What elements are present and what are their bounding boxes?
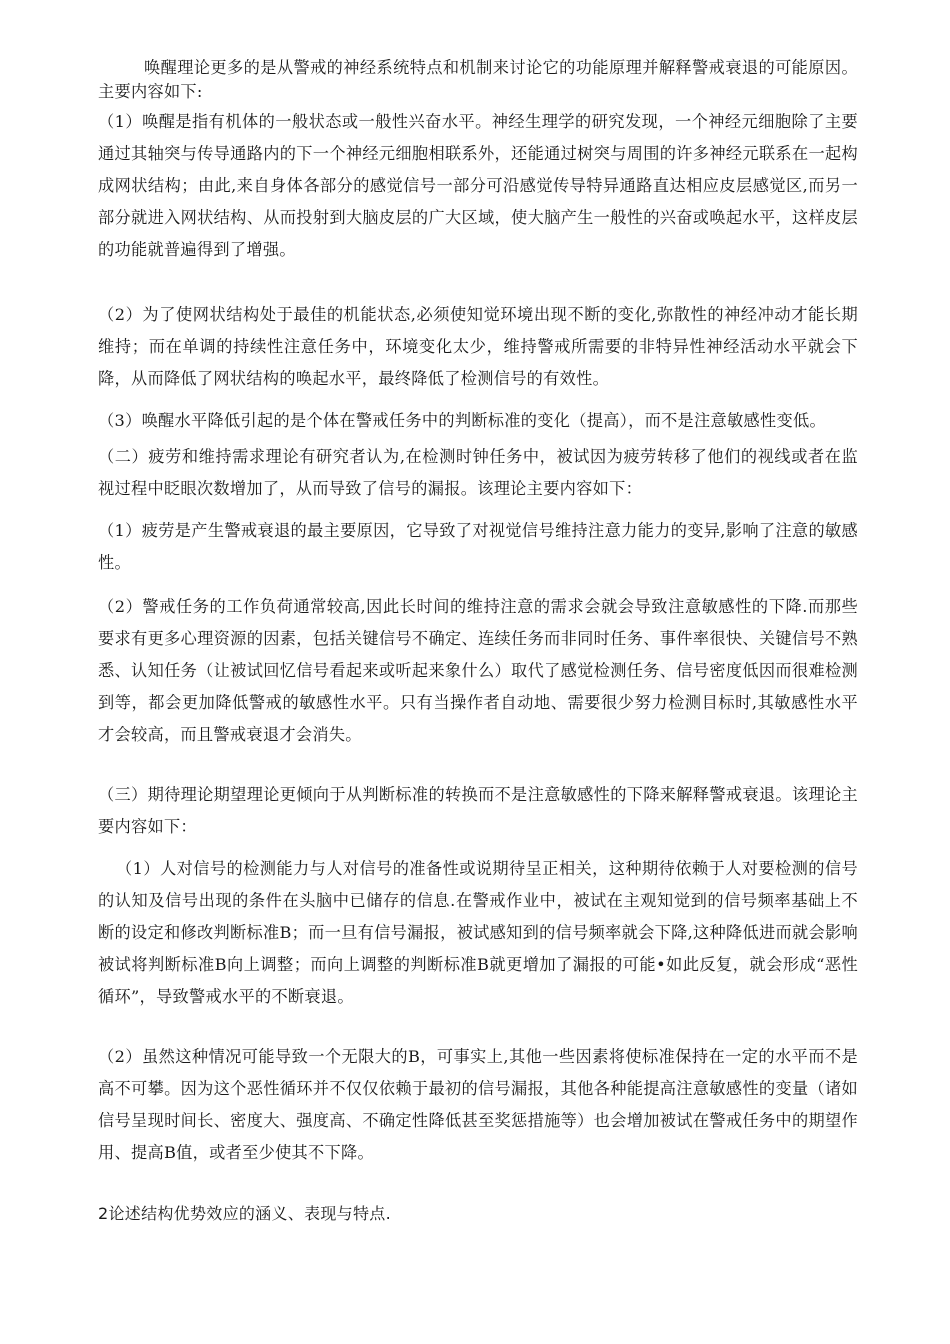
paragraph-expectancy-2: （2）虽然这种情况可能导致一个无限大的B，可事实上,其他一些因素将使标准保持在一定的水平而不是高不可攀。因为这个恶性循环并不仅仅依赖于最初的信号漏报，其他各种能提高注意敏感性的变量（诸如信号呈现时间长、密度大、强度高、不确定性降低甚至奖惩措施等）也会增加被试在警戒任务中的期望作用、提高B值，或者至少使其不下降。 [98, 1047, 858, 1162]
paragraph-arousal-2: （2）为了使网状结构处于最佳的机能状态,必须使知觉环境出现不断的变化,弥散性的神经冲动才能长期维持；而在单调的持续性注意任务中，环境变化太少，维持警戒所需要的非特异性神经活动水平就会下降，从而降低了网状结构的唤起水平，最终降低了检测信号的有效性。 [98, 305, 858, 388]
paragraph-fatigue-2: （2）警戒任务的工作负荷通常较高,因此长时间的维持注意的需求会就会导致注意敏感性的下降.而那些要求有更多心理资源的因素，包括关键信号不确定、连续任务而非同时任务、事件率很快、关键信号不熟悉、认知任务（让被试回忆信号看起来或听起来象什么）取代了感觉检测任务、信号密度低因而很难检测到等，都会更加降低警戒的敏感性水平。只有当操作者自动地、需要很少努力检测目标时,其敏感性水平才会较高，而且警戒衰退才会消失。 [98, 597, 858, 744]
paragraph-fatigue-1: （1）疲劳是产生警戒衰退的最主要原因，它导致了对视觉信号维持注意力能力的变异,影响了注意的敏感性。 [98, 521, 858, 572]
paragraph-expectancy-1: （1）人对信号的检测能力与人对信号的准备性或说期待呈正相关，这种期待依赖于人对要检测的信号的认知及信号出现的条件在头脑中已储存的信息.在警戒作业中，被试在主观知觉到的信号频率基础上不断的设定和修改判断标准B；而一旦有信号漏报，被试感知到的信号频率就会下降,这种降低进而就会影响被试将判断标准B向上调整；而向上调整的判断标准B就更增加了漏报的可能•如此反复，就会形成“恶性循环”，导致警戒水平的不断衰退。 [98, 859, 858, 1006]
paragraph-intro: 唤醒理论更多的是从警戒的神经系统特点和机制来讨论它的功能原理并解释警戒衰退的可能原因。主要内容如下: [98, 58, 858, 101]
paragraph-arousal-1: （1）唤醒是指有机体的一般状态或一般性兴奋水平。神经生理学的研究发现，一个神经元细胞除了主要通过其轴突与传导通路内的下一个神经元细胞相联系外，还能通过树突与周围的许多神经元联系在一起构成网状结构；由此,来自身体各部分的感觉信号一部分可沿感觉传导特异通路直达相应皮层感觉区,而另一部分就进入网状结构、从而投射到大脑皮层的广大区域，使大脑产生一般性的兴奋或唤起水平，这样皮层的功能就普遍得到了增强。 [98, 112, 858, 259]
paragraph-arousal-3: （3）唤醒水平降低引起的是个体在警戒任务中的判断标准的变化（提高），而不是注意敏感性变低。 [98, 411, 826, 430]
paragraph-expectancy-intro: （三）期待理论期望理论更倾向于从判断标准的转换而不是注意敏感性的下降来解释警戒衰退。该理论主要内容如下： [98, 785, 858, 836]
paragraph-fatigue-intro: （二）疲劳和维持需求理论有研究者认为,在检测时钟任务中，被试因为疲劳转移了他们的视线或者在监视过程中眨眼次数增加了，从而导致了信号的漏报。该理论主要内容如下： [98, 447, 858, 498]
question-heading: 2论述结构优势效应的涵义、表现与特点. [98, 1204, 391, 1223]
